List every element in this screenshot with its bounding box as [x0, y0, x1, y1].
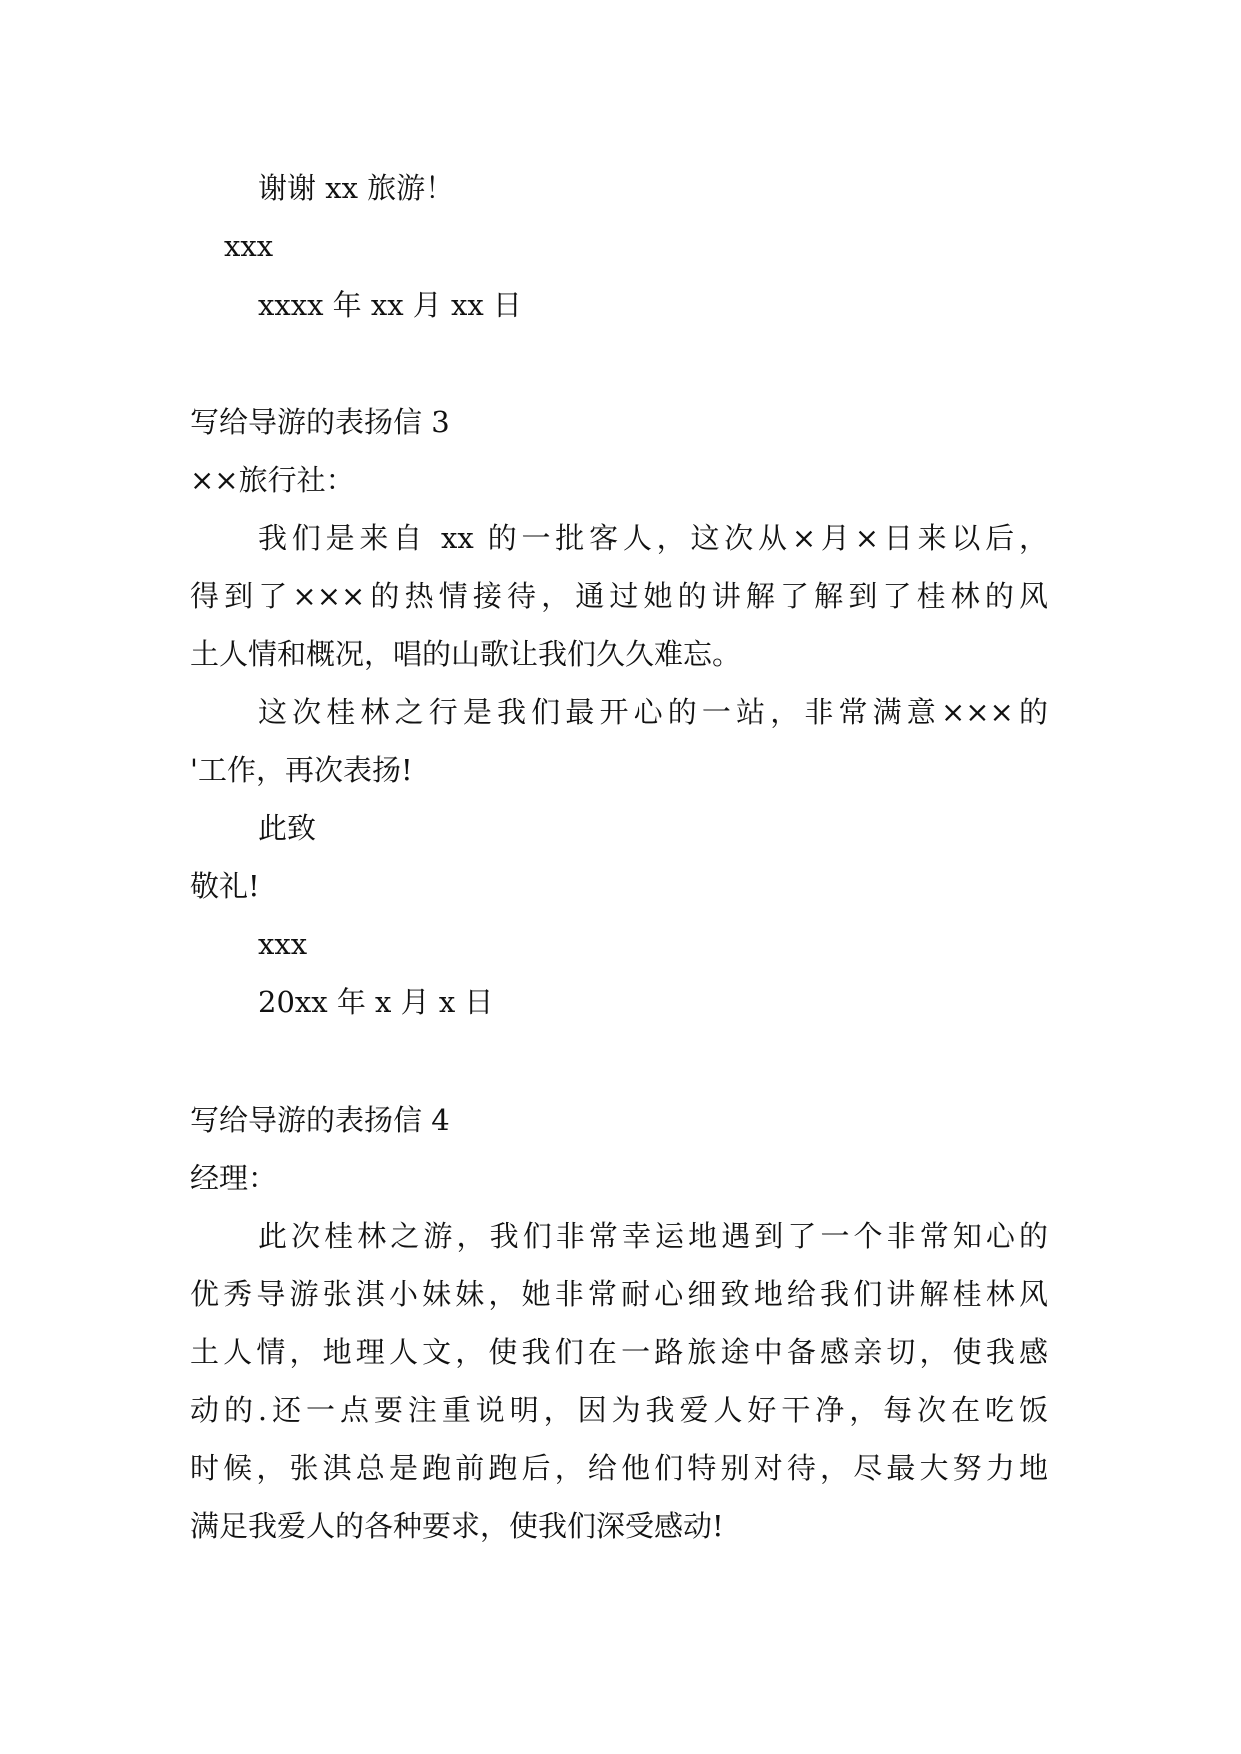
salutation: 经理： — [190, 1161, 278, 1195]
body-line: 我们是来自 xx 的一批客人，这次从×月×日来以后， — [258, 521, 1048, 555]
body-line: 土人情，地理人文，使我们在一路旅途中备感亲切，使我感 — [190, 1335, 1048, 1369]
body-line: 这次桂林之行是我们最开心的一站，非常满意×××的 — [258, 695, 1048, 729]
regards: 敬礼! — [190, 869, 260, 903]
thanks-line: 谢谢 xx 旅游！ — [258, 171, 455, 205]
date-line: 20xx 年 x 月 x 日 — [258, 985, 494, 1019]
body-line: 得到了×××的热情接待，通过她的讲解了解到了桂林的风 — [190, 579, 1048, 613]
section-title: 写给导游的表扬信 3 — [190, 405, 450, 439]
body-line: 时候，张淇总是跑前跑后，给他们特别对待，尽最大努力地 — [190, 1451, 1048, 1485]
salutation: ××旅行社： — [190, 463, 355, 497]
signature: xxx — [258, 927, 308, 961]
body-line: 此次桂林之游，我们非常幸运地遇到了一个非常知心的 — [258, 1219, 1048, 1253]
signature: xxx — [224, 229, 274, 263]
section-title: 写给导游的表扬信 4 — [190, 1103, 450, 1137]
body-line: '工作，再次表扬! — [190, 753, 413, 787]
body-line: 土人情和概况，唱的山歌让我们久久难忘。 — [190, 637, 742, 671]
closing: 此致 — [258, 811, 317, 845]
body-line: 动的.还一点要注重说明，因为我爱人好干净，每次在吃饭 — [190, 1393, 1048, 1427]
body-line: 满足我爱人的各种要求，使我们深受感动! — [190, 1509, 724, 1543]
date-line: xxxx 年 xx 月 xx 日 — [258, 288, 522, 322]
body-line: 优秀导游张淇小妹妹，她非常耐心细致地给我们讲解桂林风 — [190, 1277, 1048, 1311]
